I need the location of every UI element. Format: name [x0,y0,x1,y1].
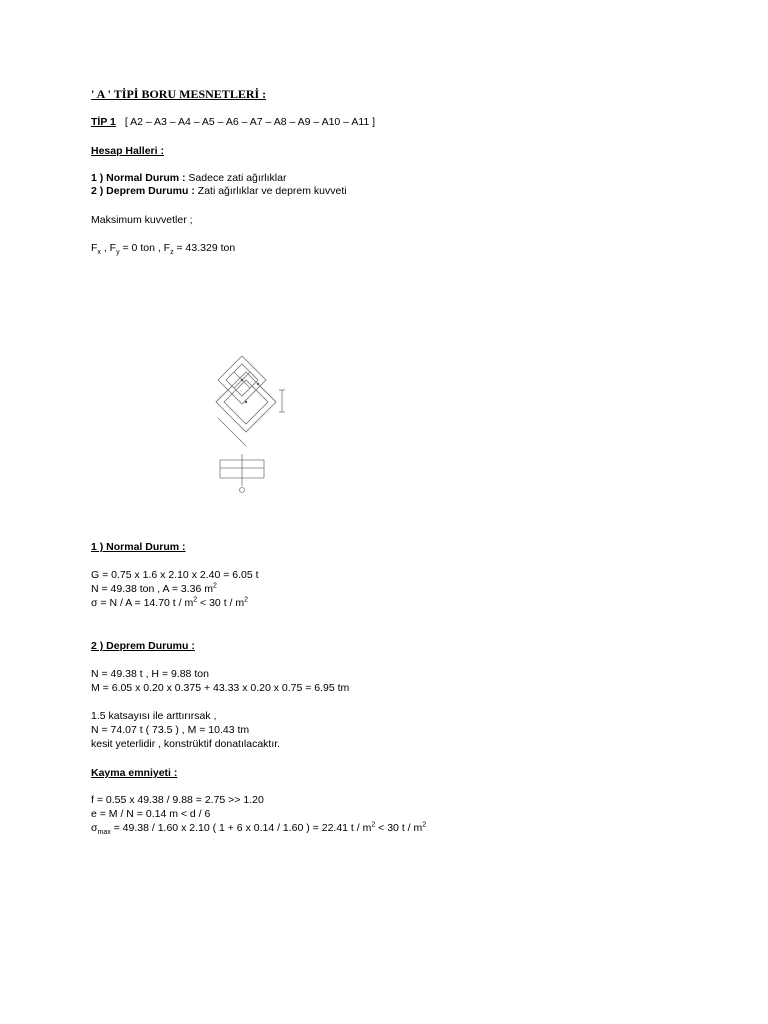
sigma-symbol: σ [91,822,98,834]
sec2-line-2: M = 6.05 x 0.20 x 0.375 + 43.33 x 0.20 x 0.75 = 6.95 tm [91,682,350,694]
kayma-heading: Kayma emniyeti : [91,767,178,779]
case-2-text: Zati ağırlıklar ve deprem kuvveti [194,185,347,197]
kayma-line-3-a: = 49.38 / 1.60 x 2.10 ( 1 + 6 x 0.14 / 1.60 ) = 22.41 t / m [110,822,372,834]
sec1-line-3-sup2: 2 [244,596,249,604]
case-1-text: Sadece zati ağırlıklar [185,172,287,184]
tip-list: [ A2 – A3 – A4 – A5 – A6 – A7 – A8 – A9 – A10 – A11 ] [124,116,376,128]
kayma-line-3-sup2: 2 [422,821,427,829]
sec2-line-3: 1.5 katsayısı ile arttırırsak , [91,710,217,722]
fy-sub: y [116,249,120,257]
fx-symbol: F [91,242,98,254]
forces-mid: = 0 ton , F [119,242,171,254]
case-1-line [91,172,286,185]
tip-line [91,116,375,129]
sec1-line-3-b: < 30 t / m [197,597,245,609]
sec1-heading: 1 ) Normal Durum : [91,541,186,553]
support-sketch-figure [212,350,292,500]
case-2-line [91,185,347,198]
page-title: ' A ' TİPİ BORU MESNETLERİ : [91,87,267,101]
hesap-halleri-heading: Hesap Halleri : [91,145,164,157]
tip-label: TİP 1 [91,116,116,128]
sigma-symbol: σ [91,597,98,609]
sec2-line-1: N = 49.38 t , H = 9.88 ton [91,668,209,680]
maks-text: Maksimum kuvvetler ; [91,214,193,226]
sec1-line-3 [91,597,248,610]
kayma-line-2: e = M / N = 0.14 m < d / 6 [91,808,211,820]
case-2-label: 2 ) Deprem Durumu : [91,185,195,197]
fx-sub: x [97,249,101,257]
sec1-line-2-sup: 2 [213,582,217,590]
kayma-line-3-sup1: 2 [371,821,376,829]
case-1-label: 1 ) Normal Durum : [91,172,186,184]
sec1-line-1: G = 0.75 x 1.6 x 2.10 x 2.40 = 6.05 t [91,569,259,581]
kayma-line-1: f = 0.55 x 49.38 / 9.88 = 2.75 >> 1.20 [91,794,264,806]
sec1-line-3-a: = N / A = 14.70 t / m [97,597,194,609]
fy-symbol: , F [100,242,117,254]
sec2-heading: 2 ) Deprem Durumu : [91,640,195,652]
kayma-line-3-b: < 30 t / m [375,822,423,834]
sec1-line-2-text: N = 49.38 ton , A = 3.36 m [91,583,214,595]
sec1-line-3-sup1: 2 [193,596,198,604]
sigma-max-sub: max [97,829,111,837]
kayma-line-3 [91,822,426,835]
fz-sub: z [170,249,174,257]
sec2-line-5: kesit yeterlidir , konstrüktif donatılacaktır. [91,738,281,750]
forces-end: = 43.329 ton [173,242,236,254]
sec2-line-4: N = 74.07 t ( 73.5 ) , M = 10.43 tm [91,724,250,736]
sec1-line-2 [91,583,217,596]
forces-line [91,242,235,255]
